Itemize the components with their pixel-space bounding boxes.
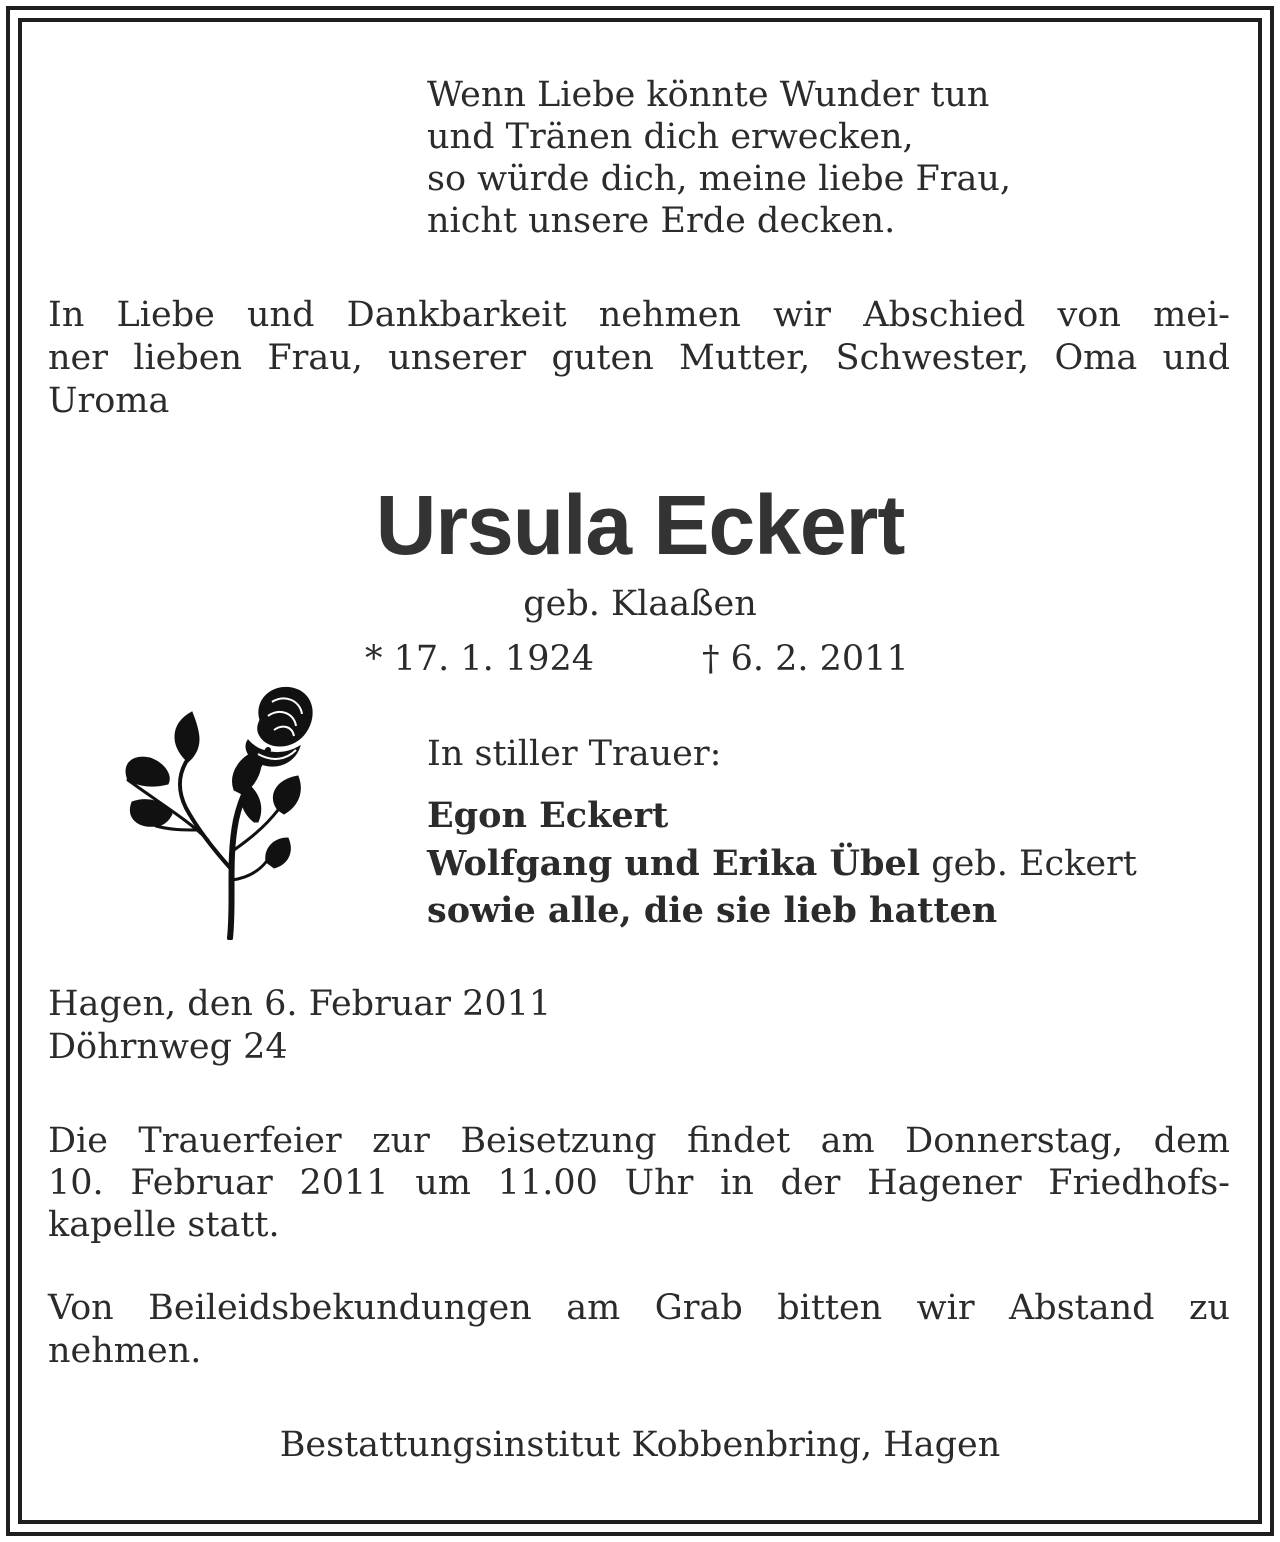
undertaker: Bestattungsinstitut Kobbenbring, Hagen	[279, 1425, 1001, 1465]
mourner-name-2-suffix: geb. Eckert	[931, 844, 1137, 884]
rose-icon	[108, 680, 318, 940]
condolence-line-2: nehmen.	[48, 1331, 202, 1371]
ceremony-line-1: Die Trauerfeier zur Beisetzung findet am Donnerstag, dem	[48, 1121, 1230, 1161]
poem-line-4: nicht unsere Erde decken.	[427, 201, 896, 241]
intro-line-1: In Liebe und Dankbarkeit nehmen wir Abschied von mei-	[48, 295, 1230, 335]
mourner-name-2: Wolfgang und Erika Übel	[427, 843, 921, 884]
poem-line-3: so würde dich, meine liebe Frau,	[427, 159, 1011, 199]
poem-line-1: Wenn Liebe könnte Wunder tun	[427, 75, 990, 115]
place-date: Hagen, den 6. Februar 2011	[48, 984, 552, 1024]
birth-date: * 17. 1. 1924	[365, 639, 595, 679]
mourners-heading: In stiller Trauer:	[427, 734, 722, 774]
ceremony-line-2: 10. Februar 2011 um 11.00 Uhr in der Hagener Friedhofs-	[48, 1163, 1230, 1203]
condolence-line-1: Von Beileidsbekundungen am Grab bitten wir Abstand zu	[48, 1288, 1230, 1328]
address: Döhrnweg 24	[48, 1027, 288, 1067]
maiden-name: geb. Klaaßen	[523, 584, 757, 624]
mourners-others: sowie alle, die sie lieb hatten	[427, 890, 998, 931]
poem-line-2: und Tränen dich erwecken,	[427, 117, 914, 157]
mourner-name-1: Egon Eckert	[427, 795, 669, 836]
ceremony-line-3: kapelle statt.	[48, 1205, 280, 1245]
death-date: † 6. 2. 2011	[702, 639, 909, 679]
deceased-name: Ursula Eckert	[375, 478, 905, 572]
intro-line-2: ner lieben Frau, unserer guten Mutter, Schwester, Oma und	[48, 338, 1230, 378]
mourner-line-2	[427, 842, 1137, 886]
intro-line-3: Uroma	[48, 381, 170, 421]
